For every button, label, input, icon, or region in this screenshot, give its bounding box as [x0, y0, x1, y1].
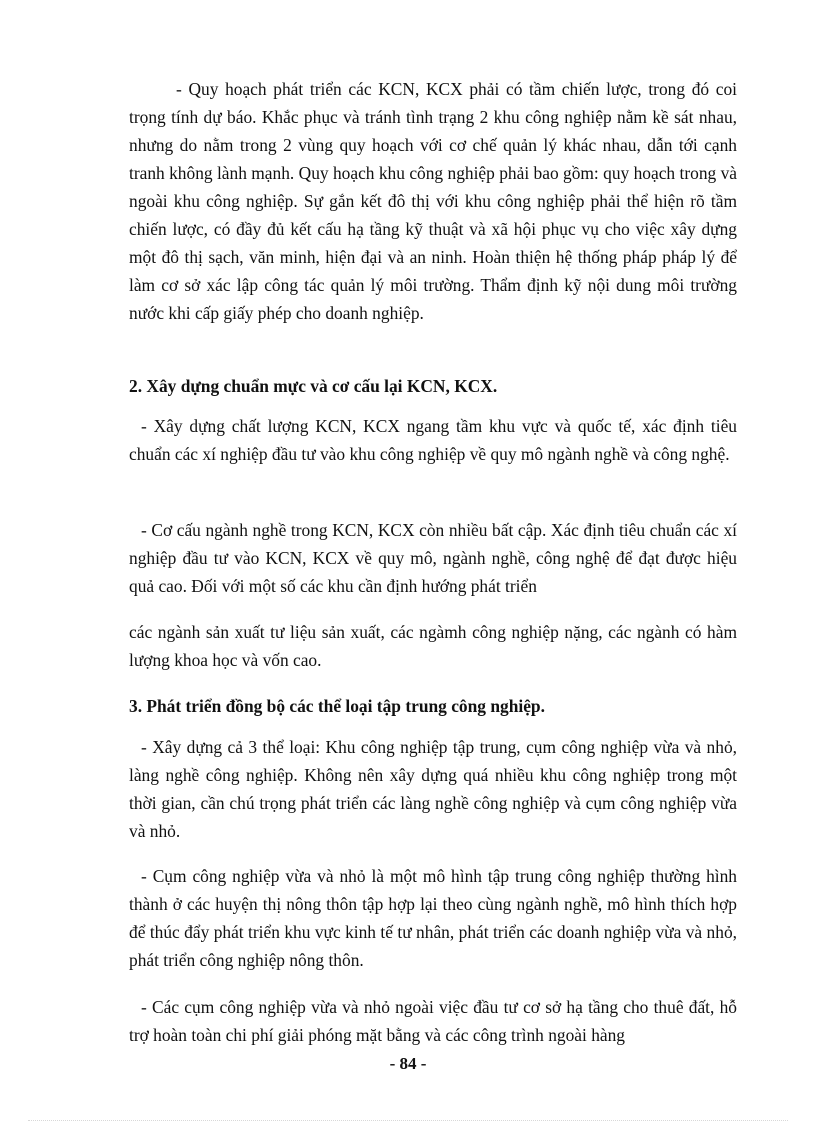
paragraph-small-medium-clusters: - Cụm công nghiệp vừa và nhỏ là một mô hình tập trung công nghiệp thường hình thành ở các huyện thị nông thôn tập hợp lại theo cùng ngành nghề, mô hình thích hợp để thúc đẩy phát triển khu vực kinh tế tư nhân, phát triển các doanh nghiệp vừa và nhỏ, phát triển công nghiệp nông thôn. — [129, 866, 737, 970]
page-bottom-divider — [28, 1120, 788, 1121]
paragraph-planning-strategy: - Quy hoạch phát triển các KCN, KCX phải có tầm chiến lược, trong đó coi trọng tính dự báo. Khắc phục và tránh tình trạng 2 khu công nghiệp nằm kề sát nhau, nhưng do nằm trong 2 vùng quy hoạch với cơ chế quản lý khác nhau, dẫn tới cạnh tranh không lành mạnh. Quy hoạch khu công nghiệp phải bao gồm: quy hoạch trong và ngoài khu công nghiệp. Sự gắn kết đô thị với khu công nghiệp phải thể hiện rõ tầm chiến lược, có đầy đủ kết cấu hạ tầng kỹ thuật và xã hội phục vụ cho việc xây dựng một đô thị sạch, văn minh, hiện đại và an ninh. Hoàn thiện hệ thống pháp pháp lý để làm cơ sở xác lập công tác quản lý môi trường. Thẩm định kỹ nội dung môi trường nước khi cấp giấy phép cho doanh nghiệp. — [129, 79, 737, 323]
paragraph-cluster-investment: - Các cụm công nghiệp vừa và nhỏ ngoài việc đầu tư cơ sở hạ tầng cho thuê đất, hỗ trợ hoàn toàn chi phí giải phóng mặt bằng và các công trình ngoài hàng — [129, 997, 737, 1045]
section-heading-2: 2. Xây dựng chuẩn mực và cơ cấu lại KCN, KCX. — [129, 376, 498, 396]
paragraph-quality-standards: - Xây dựng chất lượng KCN, KCX ngang tầm khu vực và quốc tế, xác định tiêu chuẩn các xí nghiệp đầu tư vào khu công nghiệp về quy mô ngành nghề và công nghệ. — [129, 416, 737, 464]
page-number: - 84 - — [389, 1054, 427, 1073]
section-heading-3: 3. Phát triển đồng bộ các thể loại tập trung công nghiệp. — [129, 696, 545, 716]
paragraph-industry-structure-continued: các ngành sản xuất tư liệu sản xuất, các ngàmh công nghiệp nặng, các ngành có hàm lượng khoa học và vốn cao. — [129, 622, 737, 670]
paragraph-three-types: - Xây dựng cả 3 thể loại: Khu công nghiệp tập trung, cụm công nghiệp vừa và nhỏ, làng nghề công nghiệp. Không nên xây dựng quá nhiều khu công nghiệp trong một thời gian, cần chú trọng phát triển các làng nghề công nghiệp và cụm công nghiệp vừa và nhỏ. — [129, 737, 737, 841]
paragraph-industry-structure: - Cơ cấu ngành nghề trong KCN, KCX còn nhiều bất cập. Xác định tiêu chuẩn các xí nghiệp đầu tư vào KCN, KCX về quy mô, ngành nghề, công nghệ để đạt được hiệu quả cao. Đối với một số các khu cần định hướng phát triển — [129, 520, 737, 596]
